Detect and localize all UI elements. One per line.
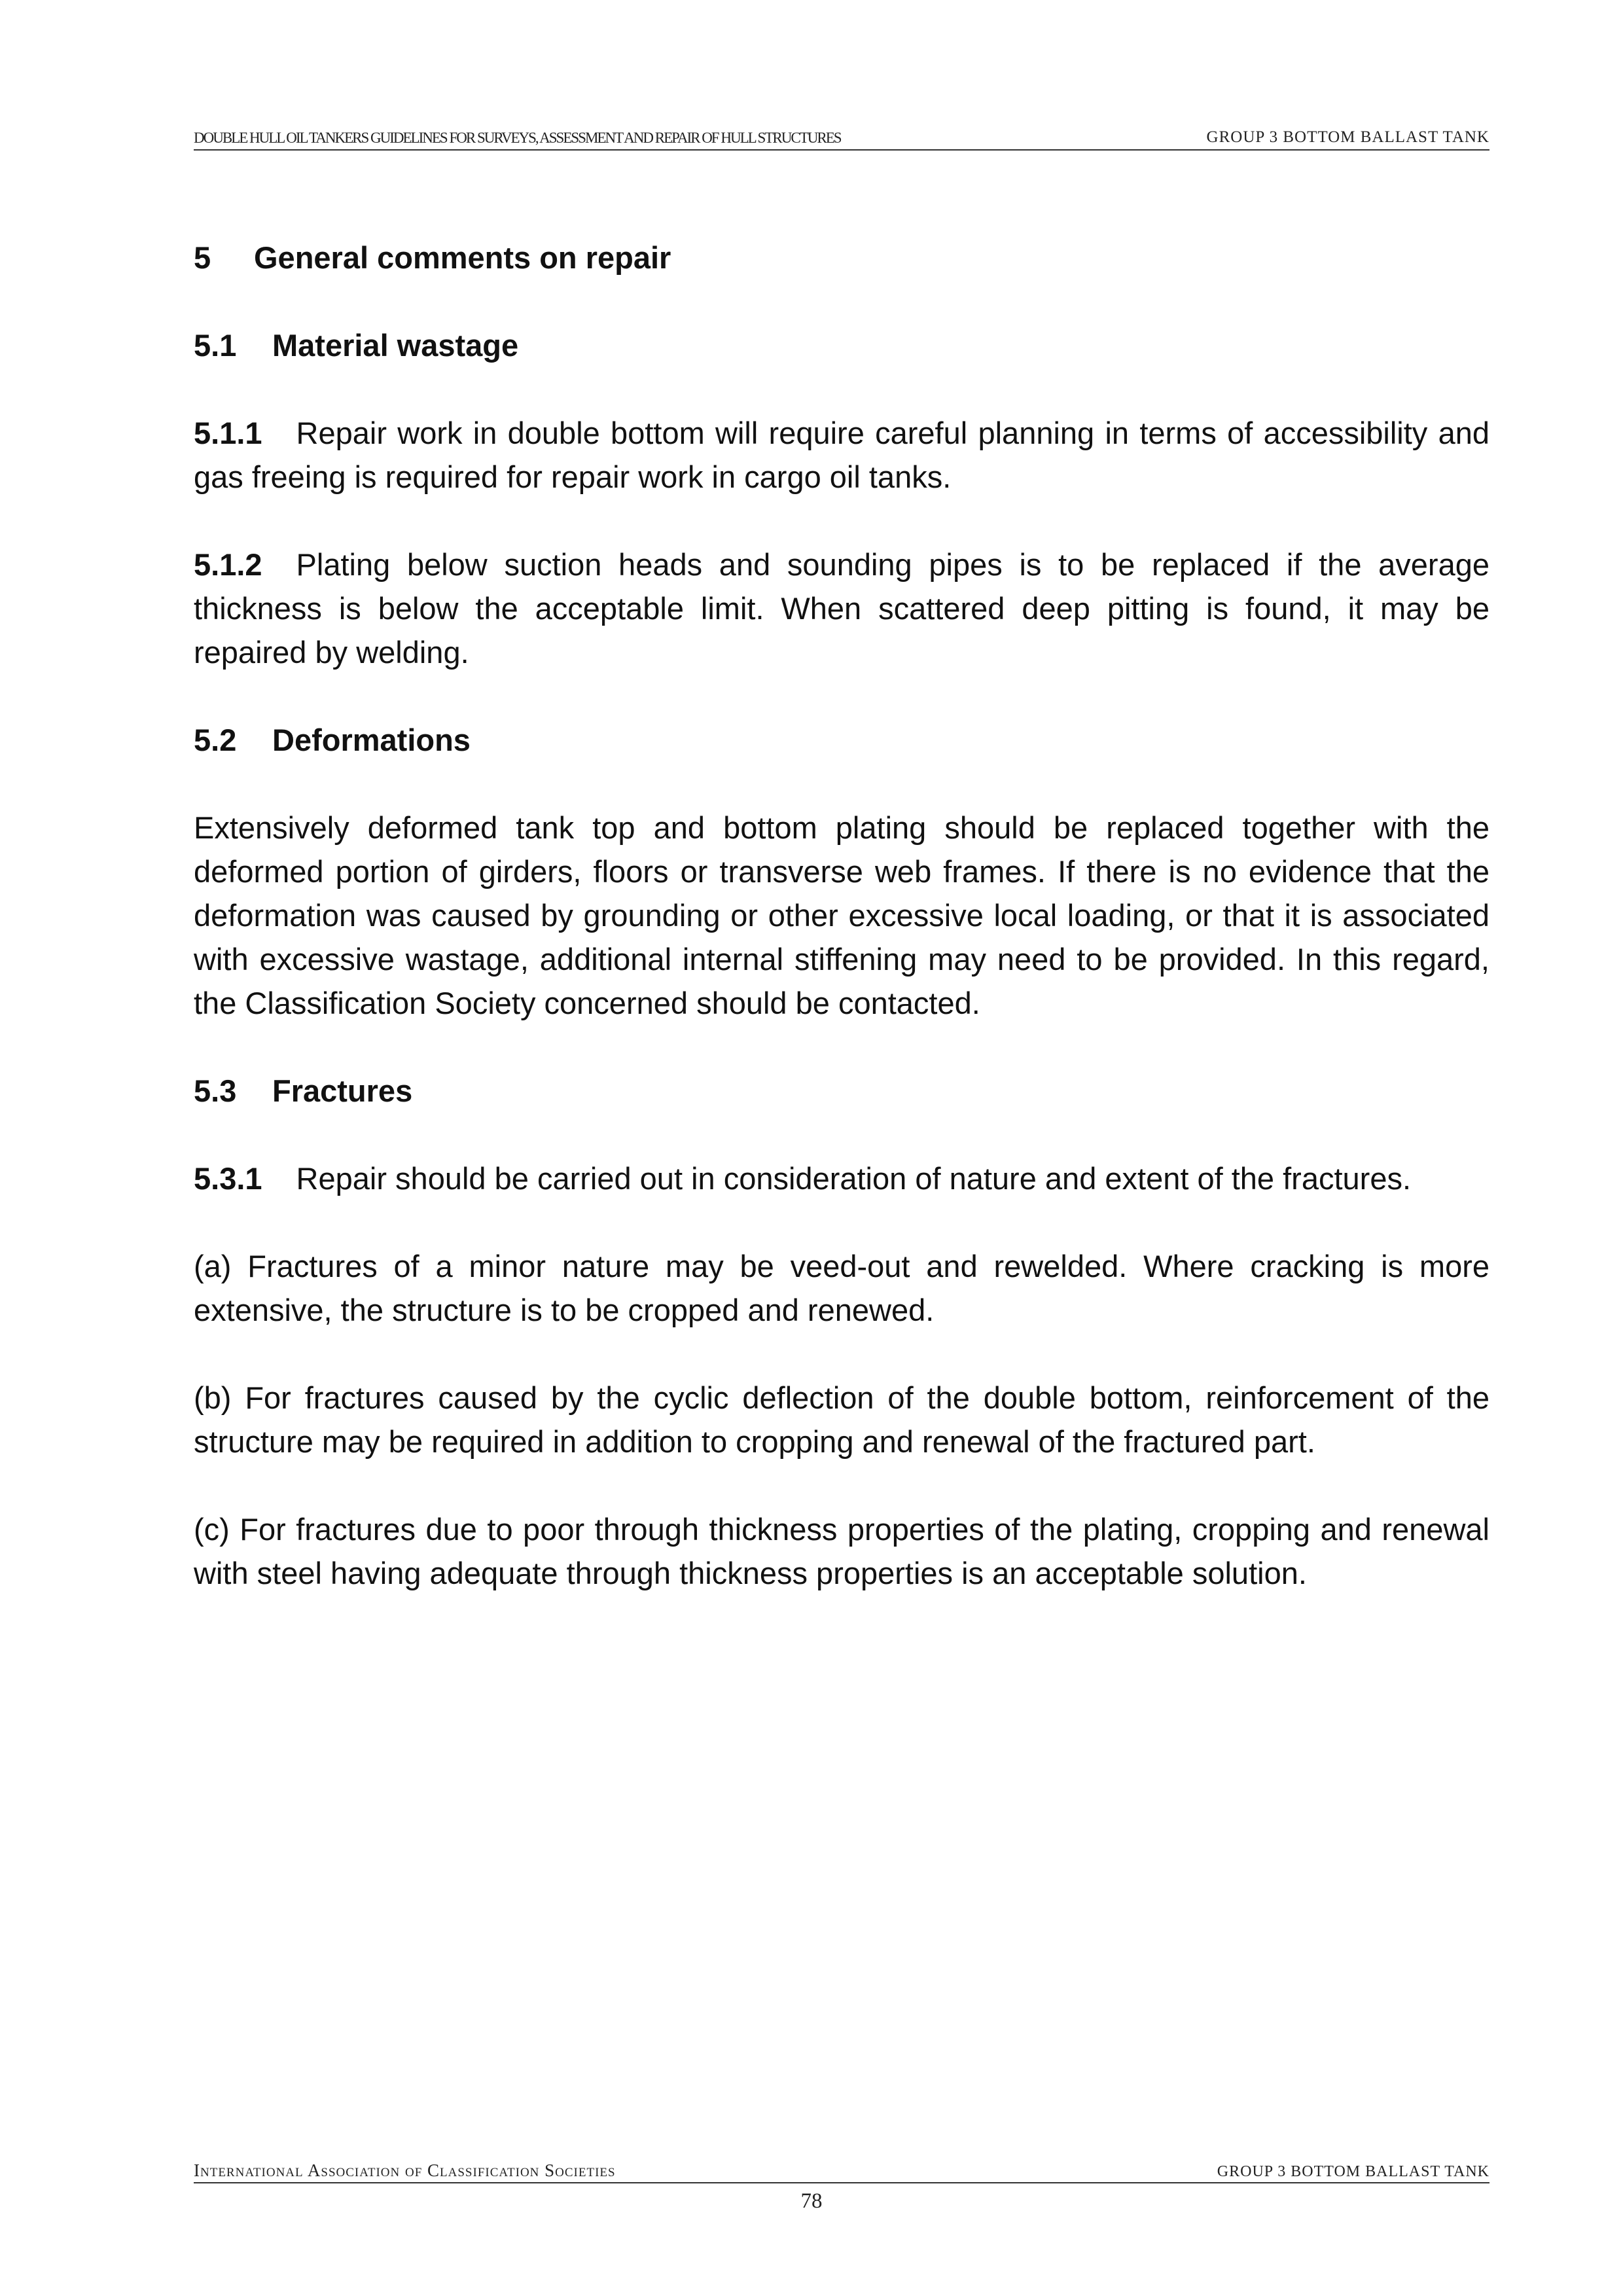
page-header	[194, 127, 1489, 151]
footer-section-label: GROUP 3 BOTTOM BALLAST TANK	[1217, 2163, 1489, 2180]
paragraph-5-1-1	[194, 411, 1489, 499]
header-document-title: DOUBLE HULL OIL TANKERS GUIDELINES FOR SURVEYS, ASSESSMENT AND REPAIR OF HULL STRUCTURES	[194, 130, 841, 146]
page-footer	[194, 2160, 1489, 2183]
paragraph-5-1-2	[194, 543, 1489, 674]
section-title: Material wastage	[272, 328, 519, 363]
page-body	[194, 236, 1489, 1639]
paragraph-number: 5.1.2	[194, 547, 262, 582]
paragraph-text: Repair work in double bottom will require careful planning in terms of accessibility and gas freeing is required for repair work in cargo oil tanks.	[194, 416, 1489, 494]
list-item-b: (b) For fractures caused by the cyclic deflection of the double bottom, reinforcement of the structure may be required in addition to cropping and renewal of the fractured part.	[194, 1380, 1489, 1459]
page-number: 78	[800, 2189, 823, 2213]
section-number: 5.3	[194, 1073, 237, 1108]
paragraph-text: Plating below suction heads and sounding pipes is to be replaced if the average thickness is below the acceptable limit. When scattered deep pitting is found, it may be repaired by welding.	[194, 547, 1489, 670]
section-title: Fractures	[272, 1073, 413, 1108]
section-number: 5.1	[194, 328, 237, 363]
paragraph-deformations: Extensively deformed tank top and bottom plating should be replaced together with the deformed portion of girders, floors or transverse web frames. If there is no evidence that the deformation was caused by grounding or other excessive local loading, or that it is associated with excessive wastage, additional internal stiffening may need to be provided. In this regard, the Classification Society concerned should be contacted.	[194, 810, 1489, 1020]
footer-organization: International Association of Classification Societies	[194, 2161, 616, 2180]
section-title: General comments on repair	[254, 240, 671, 275]
section-5-2-heading	[194, 718, 1489, 762]
section-5-1-heading	[194, 323, 1489, 367]
section-title: Deformations	[272, 723, 471, 757]
section-5-3-heading	[194, 1069, 1489, 1113]
paragraph-number: 5.1.1	[194, 416, 262, 450]
section-5-heading	[194, 236, 1489, 279]
list-item-c: (c) For fractures due to poor through thickness properties of the plating, cropping and renewal with steel having adequate through thickness properties is an acceptable solution.	[194, 1512, 1489, 1590]
header-section-label: GROUP 3 BOTTOM BALLAST TANK	[1206, 128, 1489, 146]
list-item-a: (a) Fractures of a minor nature may be veed-out and rewelded. Where cracking is more extensive, the structure is to be cropped and renewed.	[194, 1249, 1489, 1327]
paragraph-text: Repair should be carried out in consideration of nature and extent of the fractures.	[296, 1161, 1412, 1196]
paragraph-number: 5.3.1	[194, 1161, 262, 1196]
section-number: 5.2	[194, 723, 237, 757]
section-number: 5	[194, 240, 211, 275]
paragraph-5-3-1	[194, 1157, 1489, 1200]
